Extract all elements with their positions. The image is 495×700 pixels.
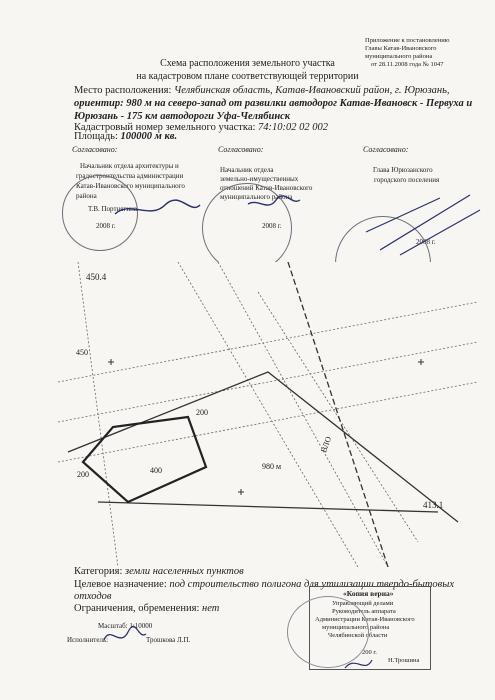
agreement-2-org-4: муниципального района [220,193,293,201]
signature-1 [115,200,200,214]
appendix-line-3: муниципального района [365,53,433,60]
appendix-date: от 28.11.2008 года № 1047 [371,61,444,68]
appendix-line-2: Главы Катав-Ивановского [365,45,437,52]
appendix-line-1: Приложение к постановлению [365,37,450,44]
map-label-200-b: 200 [196,408,208,417]
copy-signer: Н.Трошина [388,657,420,664]
cadastral-map [58,262,478,567]
copy-line-1: Управляющий делами [332,600,394,607]
map-label-4131: 413.1 [423,500,444,510]
purpose-line-2: отходов [74,591,112,602]
category-line: Категория: земли населенных пунктов [74,566,244,577]
agreement-2-org-1: Начальник отдела [220,166,274,174]
agreement-1-org-3: Катав-Ивановского муниципального [76,182,185,190]
agreement-3-org-1: Глава Юрюзанского [373,166,433,174]
location-line-1: Место расположения: Челябинская область, Катав-Ивановский район, г. Юрюзань, [74,85,450,96]
signature-3 [366,195,480,255]
cadastral-number: Кадастровый номер земельного участка: 74:10:02 02 002 [74,122,329,133]
scale-line: Масштаб: 1:10000 [98,622,153,630]
map-label-elevation: 450.4 [86,272,107,282]
doc-title-1: Схема расположения земельного участка [160,58,335,69]
agreement-1-org-4: района [76,192,97,200]
executor-name: Трошкова Л.П. [146,636,191,644]
encumbrance-line: Ограничения, обременения: нет [74,603,220,614]
location-line-3: Юрюзань - 175 км автодороги Уфа-Челябинск [74,111,291,122]
copy-line-3: Администрации Катав-Ивановского [315,616,415,623]
copy-line-2: Руководитель аппарата [332,608,396,615]
copy-line-4: муниципального района [322,624,390,631]
agreement-2-org-3: отношений Катав-Ивановского [220,184,313,192]
map-label-450: 450 [76,348,88,357]
map-label-200: 200 [77,470,89,479]
seal-stamp-4 [287,596,369,668]
map-label-400: 400 [150,466,162,475]
signature-2 [248,196,300,205]
agreement-2-date: 2008 г. [262,222,282,230]
agreement-1-org-2: градостроительства администрации [76,172,184,180]
agreement-1-date: 2008 г. [96,222,116,230]
map-label-980: 980 м [262,462,282,471]
agreement-3-date: 2008 г. [416,238,436,246]
agreed-label-2: Согласовано: [218,145,264,154]
purpose-line: Целевое назначение: под строительство полигона для утилизации твердо-бытовых [74,579,455,590]
area: Площадь: 100000 м кв. [74,131,178,142]
copy-year: 200 г. [362,649,377,656]
map-label-road: ВЛО [319,435,334,454]
agreement-1-signer: Т.В. Портнягина [88,205,137,213]
agreed-label-3: Согласовано: [363,145,409,154]
agreed-label-1: Согласовано: [72,145,118,154]
agreement-1-org-1: Начальник отдела архитектуры и [80,162,179,170]
copy-line-5: Челябинской области [328,632,388,639]
location-line-2: ориентир: 980 м на северо-запад от развилки автодорог Катав-Ивановск - Первуха и [74,98,473,109]
copy-title: «Копия верна» [343,589,394,598]
doc-title-2: на кадастровом плане соответствующей территории [136,71,359,82]
agreement-2-org-2: земельно-имущественных [220,175,299,183]
agreement-3-org-2: городского поселения [374,176,440,184]
executor-label: Исполнитель: [67,636,109,644]
